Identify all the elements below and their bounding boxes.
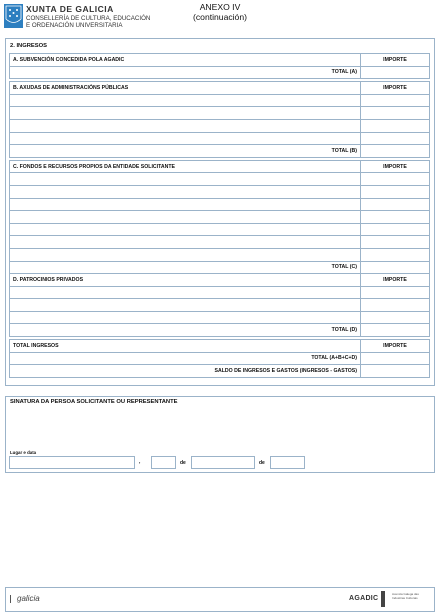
amount-field[interactable]: [361, 299, 430, 312]
amount-field[interactable]: [361, 173, 430, 186]
table-row: [10, 198, 430, 211]
table-row: [10, 132, 430, 145]
galicia-logo: [10, 594, 40, 603]
table-row: [10, 94, 430, 107]
entry-field[interactable]: [10, 94, 361, 107]
department-line-2: E ORDENACIÓN UNIVERSITARIA: [26, 22, 123, 30]
total-a-field[interactable]: [361, 66, 430, 79]
section-c-label: C. FONDOS E RECURSOS PROPIOS DA ENTIDADE SOLICITANTE: [10, 160, 361, 173]
table-row: [10, 66, 430, 79]
table-row: [10, 145, 430, 158]
place-input[interactable]: [9, 456, 135, 469]
agadic-brand: AGADIC: [349, 595, 379, 602]
table-row: [10, 185, 430, 198]
table-row: [10, 173, 430, 186]
table-row: [10, 54, 430, 67]
entry-field[interactable]: [10, 198, 361, 211]
entry-field[interactable]: [10, 223, 361, 236]
total-c-label: TOTAL (C): [10, 261, 361, 274]
table-row: [10, 82, 430, 95]
table-row: [10, 236, 430, 249]
amount-field[interactable]: [361, 94, 430, 107]
amount-header: IMPORTE: [361, 274, 430, 287]
amount-field[interactable]: [361, 107, 430, 120]
entry-field[interactable]: [10, 299, 361, 312]
total-ingresos-label: TOTAL INGRESOS: [10, 340, 361, 353]
total-sum-label: TOTAL (A+B+C+D): [10, 352, 361, 365]
ingresos-table: [9, 53, 430, 378]
amount-field[interactable]: [361, 311, 430, 324]
signature-title: SINATURA DA PERSOA SOLICITANTE OU REPRESENTANTE: [10, 399, 178, 405]
entry-field[interactable]: [10, 211, 361, 224]
amount-header: IMPORTE: [361, 54, 430, 67]
entry-field[interactable]: [10, 173, 361, 186]
table-row: [10, 324, 430, 337]
entry-field[interactable]: [10, 236, 361, 249]
year-input[interactable]: [270, 456, 305, 469]
de-label-2: de: [259, 460, 265, 466]
annex-subtitle: (continuación): [193, 12, 247, 22]
amount-field[interactable]: [361, 198, 430, 211]
ingresos-section-title: 2. INGRESOS: [10, 43, 48, 49]
amount-field[interactable]: [361, 132, 430, 145]
amount-field[interactable]: [361, 223, 430, 236]
table-row: [10, 261, 430, 274]
entry-field[interactable]: [10, 185, 361, 198]
amount-header: IMPORTE: [361, 82, 430, 95]
section-a-label: A. SUBVENCIÓN CONCEDIDA POLA AGADIC: [10, 54, 361, 67]
saldo-label: SALDO DE INGRESOS E GASTOS (INGRESOS - GASTOS): [10, 365, 361, 378]
department-name: [26, 15, 176, 30]
entry-field[interactable]: [10, 286, 361, 299]
place-date-label: Lugar e data: [10, 450, 37, 455]
annex-heading: [180, 2, 260, 22]
amount-header: IMPORTE: [361, 160, 430, 173]
table-row: [10, 107, 430, 120]
amount-field[interactable]: [361, 248, 430, 261]
amount-field[interactable]: [361, 119, 430, 132]
agadic-subtitle: Axencia Galega das Industrias Culturais: [392, 592, 419, 600]
entry-field[interactable]: [10, 119, 361, 132]
amount-field[interactable]: [361, 286, 430, 299]
xunta-logo-icon: [4, 4, 23, 28]
table-row: [10, 119, 430, 132]
section-d-label: D. PATROCINIOS PRIVADOS: [10, 274, 361, 287]
table-row: [10, 248, 430, 261]
table-row: [10, 274, 430, 287]
total-sum-field[interactable]: [361, 352, 430, 365]
entry-field[interactable]: [10, 107, 361, 120]
entry-field[interactable]: [10, 132, 361, 145]
table-row: [10, 365, 430, 378]
entry-field[interactable]: [10, 311, 361, 324]
saldo-field[interactable]: [361, 365, 430, 378]
table-row: [10, 286, 430, 299]
total-b-label: TOTAL (B): [10, 145, 361, 158]
total-c-field[interactable]: [361, 261, 430, 274]
table-row: [10, 223, 430, 236]
amount-field[interactable]: [361, 211, 430, 224]
total-d-field[interactable]: [361, 324, 430, 337]
table-row: [10, 340, 430, 353]
section-b-label: B. AXUDAS DE ADMINISTRACIÓNS PÚBLICAS: [10, 82, 361, 95]
day-input[interactable]: [151, 456, 176, 469]
total-a-label: TOTAL (A): [10, 66, 361, 79]
amount-field[interactable]: [361, 236, 430, 249]
entry-field[interactable]: [10, 248, 361, 261]
table-row: [10, 352, 430, 365]
department-line-1: CONSELLERÍA DE CULTURA, EDUCACIÓN: [26, 15, 151, 22]
amount-header: IMPORTE: [361, 340, 430, 353]
total-b-field[interactable]: [361, 145, 430, 158]
org-name: XUNTA DE GALICIA: [26, 4, 114, 14]
de-label-1: de: [180, 460, 186, 466]
annex-title: ANEXO IV: [199, 2, 241, 12]
galicia-mark-icon: [10, 595, 16, 603]
galicia-brand: galicia: [17, 594, 40, 603]
table-row: [10, 211, 430, 224]
comma-separator: ,: [139, 459, 141, 465]
table-row: [10, 160, 430, 173]
month-input[interactable]: [191, 456, 255, 469]
table-row: [10, 299, 430, 312]
total-d-label: TOTAL (D): [10, 324, 361, 337]
amount-field[interactable]: [361, 185, 430, 198]
table-row: [10, 311, 430, 324]
agadic-mark-icon: [381, 591, 385, 607]
